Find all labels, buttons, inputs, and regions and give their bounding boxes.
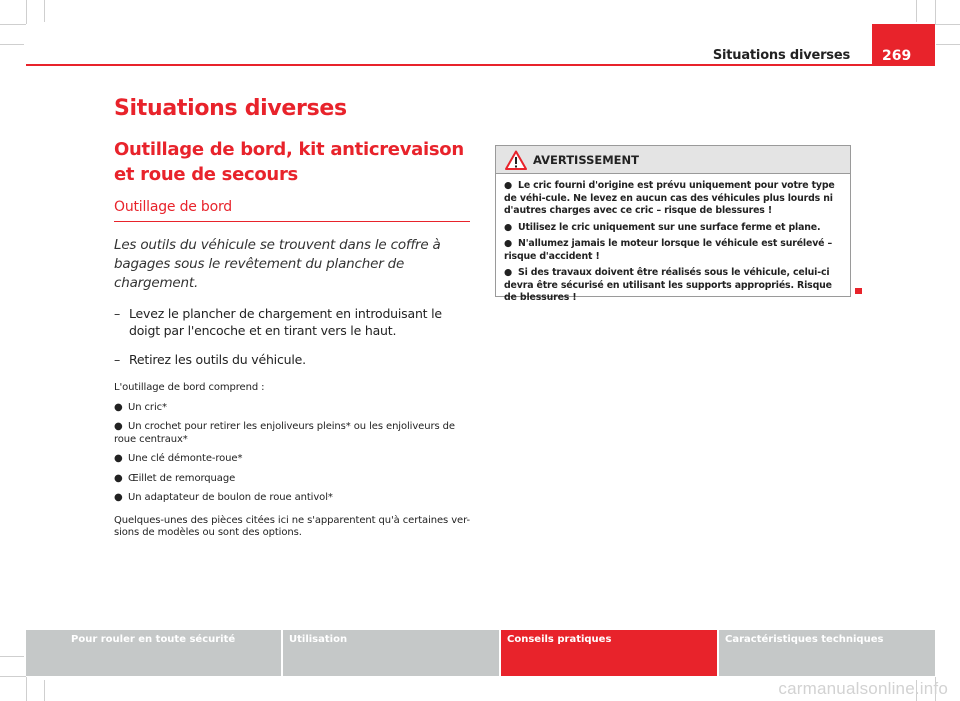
- bullet-icon: ●: [114, 421, 123, 432]
- watermark: carmanualsonline.info: [778, 679, 948, 698]
- crop-mark: [26, 677, 27, 701]
- step-item: – Levez le plancher de chargement en introduisant le doigt par l'encoche et en tirant vers le haut.: [114, 306, 442, 338]
- crop-mark: [0, 656, 24, 657]
- note-text: Quelques-unes des pièces citées ici ne s'apparentent qu'à certaines ver-sions de modèles ou sont des options.: [114, 514, 470, 538]
- bullet-icon: ●: [114, 472, 123, 484]
- list-heading: L'outillage de bord comprend :: [114, 382, 265, 393]
- subsection-title: Outillage de bord: [114, 199, 470, 222]
- bullet-icon: ●: [504, 238, 513, 249]
- warning-body: [496, 174, 850, 305]
- list-item: ● Œillet de remorquage: [114, 472, 236, 484]
- crop-mark: [44, 680, 45, 701]
- header-rule: [26, 64, 935, 66]
- crop-mark: [935, 0, 936, 24]
- step-text: Retirez les outils du véhicule.: [129, 352, 306, 367]
- page-number: 269: [872, 24, 935, 66]
- main-column: [114, 96, 470, 540]
- warning-item: ● N'allumez jamais le moteur lorsque le véhicule est surélevé – risque d'accident !: [504, 238, 833, 262]
- warning-title: AVERTISSEMENT: [533, 153, 640, 167]
- crop-mark: [934, 24, 960, 25]
- step-text: Levez le plancher de chargement en introduisant le doigt par l'encoche et en tirant vers le haut.: [129, 306, 442, 338]
- bullet-icon: ●: [114, 401, 123, 413]
- crop-mark: [0, 24, 26, 25]
- intro-text: Les outils du véhicule se trouvent dans le coffre à bagages sous le revêtement du plancher de chargement.: [114, 237, 441, 291]
- tab-conseils-pratiques[interactable]: Conseils pratiques: [501, 630, 717, 676]
- crop-mark: [44, 0, 45, 22]
- list-item: ● Une clé démonte-roue*: [114, 453, 243, 464]
- list-item: ● Un adaptateur de boulon de roue antivol*: [114, 492, 333, 503]
- tab-utilisation[interactable]: Utilisation: [283, 630, 499, 676]
- running-header: Situations diverses: [712, 48, 850, 63]
- crop-mark: [916, 0, 917, 22]
- list-item: ● Un crochet pour retirer les enjoliveurs pleins* ou les enjoliveurs de roue centraux*: [114, 421, 455, 445]
- step-item: – Retirez les outils du véhicule.: [114, 352, 306, 367]
- bullet-icon: ●: [114, 453, 123, 464]
- crop-mark: [936, 44, 960, 45]
- tab-caracteristiques[interactable]: Caractéristiques techniques: [719, 630, 935, 676]
- warning-box: [495, 145, 851, 303]
- warning-item: ● Utilisez le cric uniquement sur une surface ferme et plane.: [504, 221, 821, 233]
- tab-pour-rouler[interactable]: Pour rouler en toute sécurité: [26, 630, 281, 676]
- bullet-icon: ●: [114, 492, 123, 503]
- bullet-icon: ●: [504, 180, 513, 191]
- crop-mark: [0, 676, 26, 677]
- bullet-icon: ●: [504, 267, 513, 278]
- chapter-title: Situations diverses: [114, 96, 347, 121]
- footer-nav: [26, 630, 935, 676]
- warning-header: [496, 146, 850, 174]
- bullet-icon: ●: [504, 221, 513, 233]
- end-marker-icon: [855, 288, 862, 294]
- warning-item: ● Si des travaux doivent être réalisés sous le véhicule, celui-ci devra être sécurisé en utilisant les supports appropriés. Risque de blessures !: [504, 267, 832, 303]
- section-title: Outillage de bord, kit anticrevaison et roue de secours: [114, 139, 464, 185]
- list-item: ● Un cric*: [114, 401, 167, 413]
- crop-mark: [26, 0, 27, 24]
- warning-triangle-icon: [505, 150, 527, 170]
- warning-item: ● Le cric fourni d'origine est prévu uniquement pour votre type de véhi-cule. Ne levez en aucun cas des véhicules plus lourds ni d'autres charges avec ce cric – risque de blessures !: [504, 180, 835, 216]
- crop-mark: [0, 44, 24, 45]
